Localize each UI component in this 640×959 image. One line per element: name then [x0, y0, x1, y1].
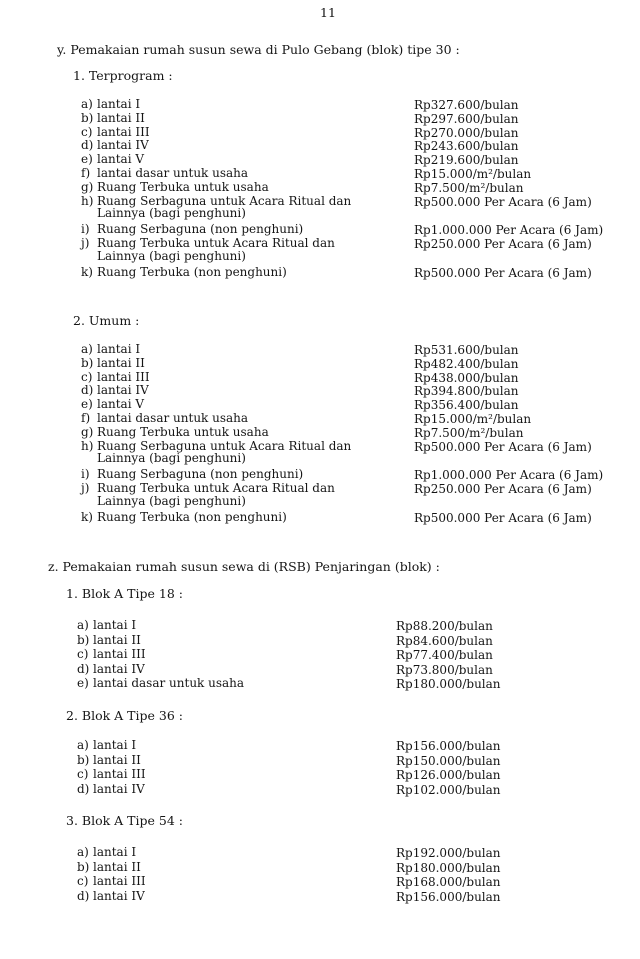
- section-z-group-2-label: 2. Blok A Tipe 36 :: [66, 708, 183, 723]
- item-name-continuation: Lainnya (bagi penghuni): [97, 248, 246, 263]
- item-letter: a): [77, 845, 89, 859]
- item-letter: e): [81, 397, 93, 412]
- item-price: Rp500.000 Per Acara (6 Jam): [414, 439, 592, 454]
- list-item: [77, 648, 146, 660]
- item-price: Rp192.000/bulan: [396, 846, 501, 860]
- item-price: Rp219.600/bulan: [414, 153, 519, 168]
- list-item: [81, 195, 351, 207]
- item-price: Rp73.800/bulan: [396, 662, 493, 677]
- item-price: Rp180.000/bulan: [396, 677, 501, 691]
- item-name: lantai III: [93, 874, 146, 888]
- item-price: Rp438.000/bulan: [414, 370, 519, 385]
- item-price: Rp156.000/bulan: [396, 739, 501, 753]
- item-name: lantai I: [97, 97, 141, 111]
- list-item: [77, 677, 244, 689]
- item-letter: a): [77, 618, 89, 632]
- list-item: [81, 181, 269, 193]
- list-item: [81, 237, 335, 249]
- item-name: Ruang Serbaguna (non penghuni): [97, 467, 304, 482]
- item-letter: a): [81, 342, 93, 356]
- section-z-title: z. Pemakaian rumah susun sewa di (RSB) Penjaringan (blok) :: [48, 559, 440, 574]
- item-letter: b): [81, 110, 94, 125]
- item-letter: d): [77, 781, 90, 796]
- list-item: [81, 511, 287, 523]
- item-letter: i): [81, 467, 90, 482]
- item-name: lantai II: [97, 110, 145, 125]
- item-price: Rp7.500/m²/bulan: [414, 180, 524, 195]
- item-letter: a): [77, 738, 89, 752]
- item-price: Rp500.000 Per Acara (6 Jam): [414, 265, 592, 280]
- item-letter: g): [81, 179, 94, 194]
- item-name: lantai IV: [93, 888, 145, 903]
- item-name: lantai II: [97, 355, 145, 370]
- item-letter: b): [81, 355, 94, 370]
- item-name: lantai I: [93, 845, 137, 859]
- item-name: lantai III: [97, 124, 150, 139]
- section-y-title: y. Pemakaian rumah susun sewa di Pulo Gebang (blok) tipe 30 :: [57, 42, 460, 57]
- item-name: Ruang Terbuka untuk Acara Ritual dan: [97, 236, 335, 250]
- item-price: Rp150.000/bulan: [396, 753, 501, 768]
- list-item: [81, 112, 145, 124]
- page-number: 11: [320, 5, 336, 20]
- item-letter: b): [77, 632, 90, 647]
- list-item: [81, 343, 140, 355]
- item-price: Rp394.800/bulan: [414, 384, 519, 399]
- item-name: Ruang Terbuka (non penghuni): [97, 264, 287, 279]
- list-item: [81, 98, 140, 110]
- item-price: Rp482.400/bulan: [414, 356, 519, 371]
- list-item: [77, 890, 145, 902]
- list-item: [77, 739, 136, 751]
- list-item: [81, 384, 149, 396]
- item-letter: e): [81, 152, 93, 167]
- item-name: lantai II: [93, 752, 141, 767]
- list-item: [81, 468, 303, 480]
- item-name-continuation: Lainnya (bagi penghuni): [97, 451, 246, 466]
- item-letter: f): [81, 411, 91, 425]
- item-letter: c): [77, 647, 89, 661]
- list-item: [81, 153, 144, 165]
- item-price: Rp84.600/bulan: [396, 633, 493, 648]
- item-price: Rp1.000.000 Per Acara (6 Jam): [414, 223, 604, 238]
- item-price: Rp102.000/bulan: [396, 782, 501, 797]
- item-name: lantai dasar untuk usaha: [97, 411, 249, 425]
- item-name: lantai I: [97, 342, 141, 356]
- list-item: [77, 768, 146, 780]
- item-name: lantai V: [97, 152, 145, 167]
- item-name-continuation: Lainnya (bagi penghuni): [97, 206, 246, 221]
- item-letter: j): [81, 481, 90, 495]
- item-letter: b): [77, 752, 90, 767]
- item-letter: a): [81, 97, 93, 111]
- item-price: Rp168.000/bulan: [396, 875, 501, 889]
- item-letter: b): [77, 859, 90, 874]
- item-price: Rp243.600/bulan: [414, 139, 519, 154]
- item-price: Rp250.000 Per Acara (6 Jam): [414, 237, 592, 251]
- item-letter: h): [81, 438, 94, 453]
- item-name: lantai III: [93, 767, 146, 781]
- item-price: Rp15.000/m²/bulan: [414, 167, 532, 181]
- section-z-group-3-label: 3. Blok A Tipe 54 :: [66, 813, 183, 828]
- item-letter: j): [81, 236, 90, 250]
- item-price: Rp126.000/bulan: [396, 768, 501, 782]
- item-name: lantai IV: [97, 138, 149, 153]
- item-name: lantai IV: [97, 383, 149, 398]
- list-item: [81, 440, 351, 452]
- item-price: Rp270.000/bulan: [414, 125, 519, 140]
- item-name: lantai dasar untuk usaha: [97, 166, 249, 180]
- item-name: lantai dasar untuk usaha: [93, 676, 245, 690]
- item-letter: d): [81, 383, 94, 398]
- item-price: Rp88.200/bulan: [396, 619, 493, 633]
- item-price: Rp531.600/bulan: [414, 343, 519, 357]
- list-item: [77, 861, 141, 873]
- item-name: lantai I: [93, 618, 137, 632]
- item-letter: k): [81, 264, 93, 279]
- item-name: Ruang Terbuka (non penghuni): [97, 509, 287, 524]
- item-name: Ruang Serbaguna untuk Acara Ritual dan: [97, 438, 352, 453]
- item-price: Rp500.000 Per Acara (6 Jam): [414, 194, 592, 209]
- item-price: Rp500.000 Per Acara (6 Jam): [414, 510, 592, 525]
- item-letter: f): [81, 166, 91, 180]
- item-name: Ruang Serbaguna untuk Acara Ritual dan: [97, 193, 352, 208]
- item-price: Rp356.400/bulan: [414, 398, 519, 413]
- item-price: Rp327.600/bulan: [414, 98, 519, 112]
- list-item: [81, 266, 287, 278]
- section-y-group-1-label: 1. Terprogram :: [73, 68, 173, 83]
- list-item: [81, 482, 335, 494]
- item-letter: c): [77, 767, 89, 781]
- list-item: [77, 875, 146, 887]
- item-name: lantai IV: [93, 781, 145, 796]
- section-y-group-2-label: 2. Umum :: [73, 313, 140, 328]
- item-price: Rp180.000/bulan: [396, 860, 501, 875]
- list-item: [81, 357, 145, 369]
- list-item: [81, 167, 248, 179]
- item-name-continuation: Lainnya (bagi penghuni): [97, 493, 246, 508]
- item-letter: e): [77, 676, 89, 690]
- item-price: Rp77.400/bulan: [396, 648, 493, 662]
- list-item: [81, 139, 149, 151]
- item-price: Rp156.000/bulan: [396, 889, 501, 904]
- item-name: lantai II: [93, 859, 141, 874]
- item-price: Rp250.000 Per Acara (6 Jam): [414, 482, 592, 496]
- item-name: lantai IV: [93, 661, 145, 676]
- item-letter: k): [81, 509, 93, 524]
- item-name: Ruang Serbaguna (non penghuni): [97, 222, 304, 237]
- list-item: [77, 846, 136, 858]
- list-item: [77, 634, 141, 646]
- item-name: Ruang Terbuka untuk Acara Ritual dan: [97, 481, 335, 495]
- item-letter: d): [77, 661, 90, 676]
- item-name: lantai III: [93, 647, 146, 661]
- item-letter: d): [81, 138, 94, 153]
- item-name: lantai V: [97, 397, 145, 412]
- item-letter: g): [81, 424, 94, 439]
- item-letter: d): [77, 888, 90, 903]
- list-item: [77, 783, 145, 795]
- item-price: Rp1.000.000 Per Acara (6 Jam): [414, 468, 604, 483]
- item-letter: c): [77, 874, 89, 888]
- item-letter: c): [81, 124, 93, 139]
- list-item: [81, 223, 303, 235]
- item-letter: h): [81, 193, 94, 208]
- item-name: Ruang Terbuka untuk usaha: [97, 424, 269, 439]
- item-letter: i): [81, 222, 90, 237]
- list-item: [77, 619, 136, 631]
- item-name: lantai I: [93, 738, 137, 752]
- item-name: Ruang Terbuka untuk usaha: [97, 179, 269, 194]
- list-item: [81, 371, 150, 383]
- list-item: [81, 398, 144, 410]
- list-item: [77, 754, 141, 766]
- list-item: [81, 426, 269, 438]
- item-price: Rp7.500/m²/bulan: [414, 425, 524, 440]
- item-letter: c): [81, 369, 93, 384]
- item-price: Rp15.000/m²/bulan: [414, 412, 532, 426]
- list-item: [81, 412, 248, 424]
- item-price: Rp297.600/bulan: [414, 111, 519, 126]
- item-name: lantai III: [97, 369, 150, 384]
- section-z-group-1-label: 1. Blok A Tipe 18 :: [66, 586, 183, 601]
- list-item: [81, 126, 150, 138]
- list-item: [77, 663, 145, 675]
- item-name: lantai II: [93, 632, 141, 647]
